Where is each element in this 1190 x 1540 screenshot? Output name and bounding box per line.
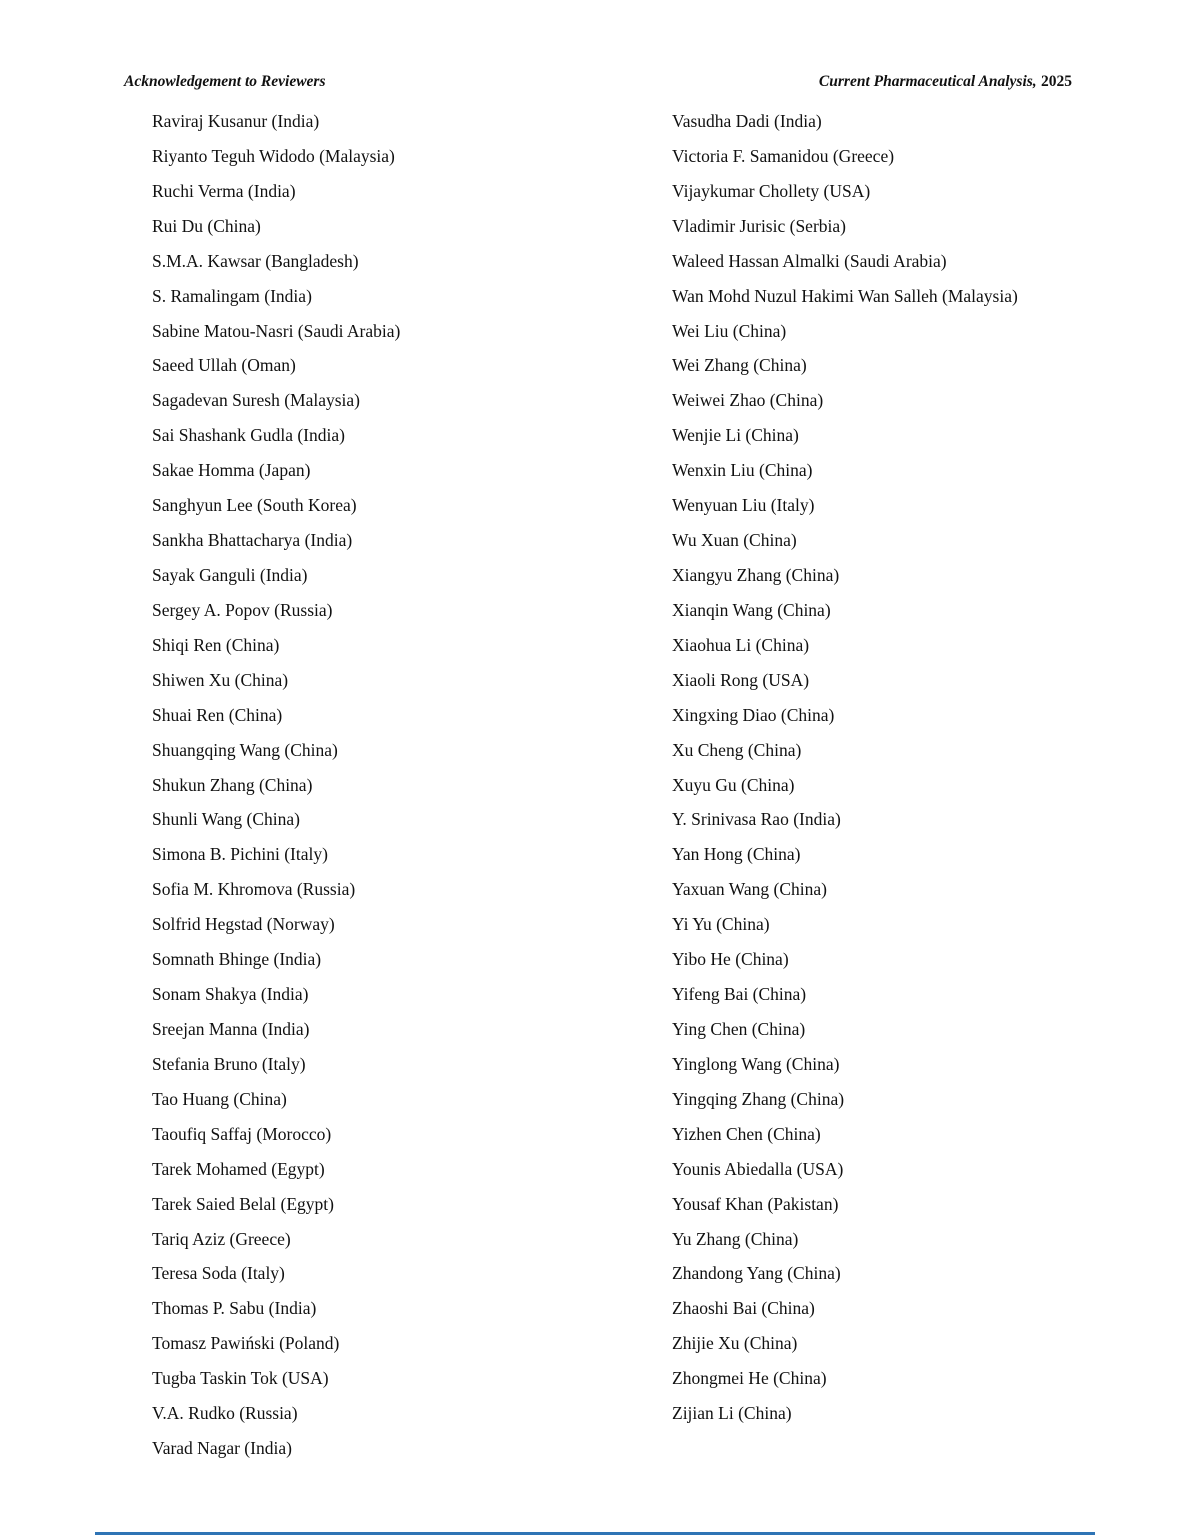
reviewer-entry: Wenjie Li (China) xyxy=(672,425,799,446)
reviewer-entry: Vasudha Dadi (India) xyxy=(672,111,822,131)
reviewer-entry: Shukun Zhang (China) xyxy=(152,774,313,795)
reviewer-entry: Shiqi Ren (China) xyxy=(152,634,280,655)
reviewer-entry: Yifeng Bai (China) xyxy=(672,984,807,1005)
reviewer-entry: Yousaf Khan (Pakistan) xyxy=(672,1193,839,1214)
reviewer-entry: Saeed Ullah (Oman) xyxy=(152,355,296,376)
reviewer-entry: Yibo He (China) xyxy=(672,949,789,970)
reviewer-entry: Wenyuan Liu (Italy) xyxy=(672,495,815,516)
reviewer-entry: Sreejan Manna (India) xyxy=(152,1018,310,1039)
reviewer-entry: Xiaohua Li (China) xyxy=(672,634,810,655)
footer-rule xyxy=(95,1532,1095,1535)
reviewer-entry: Victoria F. Samanidou (Greece) xyxy=(672,145,895,166)
reviewer-entry: S. Ramalingam (India) xyxy=(152,285,312,306)
reviewer-entry: Sai Shashank Gudla (India) xyxy=(152,425,345,446)
reviewer-entry: Somnath Bhinge (India) xyxy=(152,949,322,970)
reviewer-entry: Wenxin Liu (China) xyxy=(672,460,813,481)
reviewer-entry: Sakae Homma (Japan) xyxy=(152,460,311,481)
page-title: Acknowledgement to Reviewers xyxy=(124,73,326,90)
reviewer-entry: Stefania Bruno (Italy) xyxy=(152,1053,306,1074)
reviewer-entry: Zijian Li (China) xyxy=(672,1403,792,1424)
reviewer-entry: Thomas P. Sabu (India) xyxy=(152,1298,317,1319)
reviewer-entry: Sofia M. Khromova (Russia) xyxy=(152,879,356,900)
reviewer-entry: Wei Zhang (China) xyxy=(672,355,807,376)
journal-running-head xyxy=(819,73,1072,91)
reviewer-entry: Tao Huang (China) xyxy=(152,1088,287,1109)
reviewer-list-left-column xyxy=(152,104,400,1466)
reviewer-entry: Tarek Saied Belal (Egypt) xyxy=(152,1193,334,1214)
reviewer-entry: Teresa Soda (Italy) xyxy=(152,1263,285,1284)
reviewer-entry: Tugba Taskin Tok (USA) xyxy=(152,1368,329,1389)
reviewer-entry: Xiaoli Rong (USA) xyxy=(672,669,810,690)
reviewer-entry: Yizhen Chen (China) xyxy=(672,1123,821,1144)
reviewer-entry: Xingxing Diao (China) xyxy=(672,704,835,725)
reviewer-entry: S.M.A. Kawsar (Bangladesh) xyxy=(152,250,359,271)
reviewer-entry: Sabine Matou-Nasri (Saudi Arabia) xyxy=(152,320,401,341)
reviewer-entry: Zhaoshi Bai (China) xyxy=(672,1298,815,1319)
reviewer-entry: Sayak Ganguli (India) xyxy=(152,564,308,585)
reviewer-entry: Wei Liu (China) xyxy=(672,320,787,341)
reviewer-entry: Ying Chen (China) xyxy=(672,1018,806,1039)
reviewer-entry: Vladimir Jurisic (Serbia) xyxy=(672,215,846,236)
reviewer-entry: Xiangyu Zhang (China) xyxy=(672,564,840,585)
reviewer-entry: Xuyu Gu (China) xyxy=(672,774,795,795)
reviewer-entry: Yingqing Zhang (China) xyxy=(672,1088,845,1109)
reviewer-entry: Riyanto Teguh Widodo (Malaysia) xyxy=(152,145,395,166)
reviewer-entry: Tariq Aziz (Greece) xyxy=(152,1228,291,1249)
reviewer-entry: Shiwen Xu (China) xyxy=(152,669,289,690)
reviewer-entry: Yi Yu (China) xyxy=(672,914,770,935)
reviewer-entry: Yan Hong (China) xyxy=(672,844,801,865)
reviewer-entry: Raviraj Kusanur (India) xyxy=(152,111,320,131)
reviewer-entry: Shuai Ren (China) xyxy=(152,704,283,725)
reviewer-entry: Sonam Shakya (India) xyxy=(152,984,309,1005)
journal-title: Current Pharmaceutical Analysis, xyxy=(818,73,1037,90)
reviewer-entry: Shunli Wang (China) xyxy=(152,809,300,830)
reviewer-entry: Zhandong Yang (China) xyxy=(672,1263,841,1284)
reviewer-entry: Rui Du (China) xyxy=(152,215,261,236)
reviewer-entry: Yaxuan Wang (China) xyxy=(672,879,827,900)
reviewer-entry: Y. Srinivasa Rao (India) xyxy=(672,809,841,830)
reviewer-entry: Sergey A. Popov (Russia) xyxy=(152,599,333,620)
reviewer-entry: Ruchi Verma (India) xyxy=(152,180,296,201)
reviewer-entry: Zhijie Xu (China) xyxy=(672,1333,798,1354)
reviewer-entry: Yu Zhang (China) xyxy=(672,1228,799,1249)
reviewer-entry: Tomasz Pawiński (Poland) xyxy=(152,1333,340,1354)
reviewer-entry: Solfrid Hegstad (Norway) xyxy=(152,914,335,935)
reviewer-entry: Xianqin Wang (China) xyxy=(672,599,831,620)
reviewer-entry: Sanghyun Lee (South Korea) xyxy=(152,495,357,516)
reviewer-entry: Zhongmei He (China) xyxy=(672,1368,827,1389)
reviewer-entry: Younis Abiedalla (USA) xyxy=(672,1158,844,1179)
reviewer-entry: Weiwei Zhao (China) xyxy=(672,390,824,411)
reviewer-entry: Waleed Hassan Almalki (Saudi Arabia) xyxy=(672,250,947,271)
reviewer-entry: Varad Nagar (India) xyxy=(152,1438,292,1459)
reviewer-entry: Yinglong Wang (China) xyxy=(672,1053,840,1074)
reviewer-entry: Xu Cheng (China) xyxy=(672,739,802,760)
reviewer-entry: Sagadevan Suresh (Malaysia) xyxy=(152,390,360,411)
journal-year: 2025 xyxy=(1041,73,1072,90)
reviewer-entry: Shuangqing Wang (China) xyxy=(152,739,338,760)
reviewer-entry: Taoufiq Saffaj (Morocco) xyxy=(152,1123,332,1144)
reviewer-entry: Simona B. Pichini (Italy) xyxy=(152,844,328,865)
reviewer-entry: Tarek Mohamed (Egypt) xyxy=(152,1158,325,1179)
reviewer-entry: Sankha Bhattacharya (India) xyxy=(152,530,353,551)
reviewer-entry: Wan Mohd Nuzul Hakimi Wan Salleh (Malaysia) xyxy=(672,285,1018,306)
reviewer-entry: Vijaykumar Chollety (USA) xyxy=(672,180,871,201)
reviewer-entry: V.A. Rudko (Russia) xyxy=(152,1403,298,1424)
reviewer-list-right-column xyxy=(672,104,1018,1431)
reviewer-entry: Wu Xuan (China) xyxy=(672,530,797,551)
